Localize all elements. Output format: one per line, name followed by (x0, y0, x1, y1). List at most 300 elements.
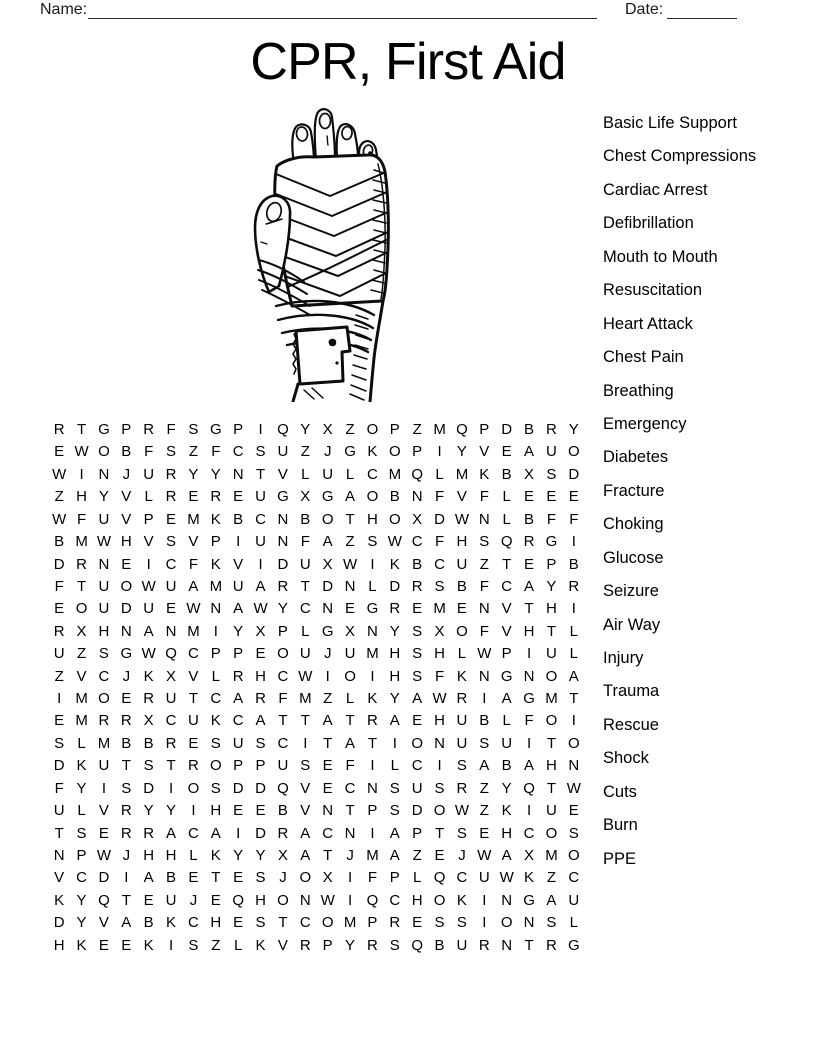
grid-letter: N (501, 891, 513, 909)
grid-letter: F (367, 869, 378, 887)
grid-letter: E (143, 891, 154, 909)
grid-letter: E (546, 488, 557, 506)
grid-letter: D (98, 869, 110, 887)
grid-letter: E (456, 600, 467, 618)
grid-letter: V (54, 869, 65, 887)
grid-letter: S (255, 869, 266, 887)
word-list (603, 107, 803, 876)
grid-letter: I (325, 667, 330, 685)
grid-letter: E (166, 510, 177, 528)
cuff-tape (296, 327, 350, 384)
grid-letter: S (479, 734, 490, 752)
grid-letter: X (166, 667, 177, 685)
grid-letter: U (98, 600, 110, 618)
grid-letter: I (526, 734, 532, 752)
grid-letter: C (411, 757, 423, 775)
grid-letter: Q (98, 891, 110, 909)
grid-letter: M (433, 421, 446, 438)
grid-letter: G (120, 645, 133, 663)
grid-letter: F (524, 712, 534, 730)
grid-letter: E (434, 847, 445, 865)
word-list-item: Injury (603, 649, 644, 667)
grid-letter: U (299, 555, 311, 573)
grid-letter: Q (500, 533, 513, 551)
grid-letter: K (210, 555, 221, 573)
grid-letter: V (501, 600, 512, 618)
grid-letter: D (53, 555, 65, 573)
grid-letter: Y (389, 622, 400, 640)
grid-letter: R (120, 802, 132, 820)
grid-letter: X (412, 510, 423, 528)
grid-letter: P (143, 510, 154, 528)
grid-letter: O (388, 443, 401, 461)
grid-letter: F (569, 510, 579, 528)
grid-letter: C (98, 667, 110, 685)
grid-letter: D (389, 577, 401, 595)
grid-letter: R (456, 779, 468, 797)
grid-letter: S (188, 936, 199, 954)
grid-letter: V (98, 914, 109, 932)
grid-letter: S (76, 824, 87, 842)
grid-letter: C (188, 645, 199, 663)
grid-letter: H (120, 533, 132, 551)
grid-letter: O (567, 734, 580, 752)
grid-letter: B (54, 533, 65, 551)
grid-letter: D (277, 555, 289, 573)
grid-letter: C (434, 555, 445, 573)
grid-letter: W (387, 533, 402, 551)
grid-letter: L (457, 645, 467, 663)
grid-letter: W (253, 600, 268, 618)
grid-letter: U (255, 488, 266, 506)
grid-letter: M (366, 645, 379, 663)
grid-letter: O (299, 869, 312, 887)
grid-letter: T (434, 824, 445, 842)
grid-letter: B (501, 465, 512, 483)
grid-letter: F (479, 577, 489, 595)
word-list-item: Emergency (603, 414, 687, 433)
grid-letter: V (76, 667, 87, 685)
grid-letter: S (412, 645, 423, 663)
grid-letter: C (232, 443, 244, 461)
grid-letter: M (97, 734, 111, 752)
grid-letter: D (255, 779, 266, 797)
grid-letter: F (54, 779, 64, 797)
grid-letter: Q (277, 421, 289, 438)
grid-letter: S (210, 779, 221, 797)
grid-letter: I (482, 690, 487, 708)
grid-letter: D (53, 757, 65, 775)
grid-letter: J (323, 645, 332, 663)
grid-letter: C (501, 577, 513, 595)
grid-letter: G (321, 622, 334, 640)
grid-letter: N (277, 533, 289, 551)
grid-letter: X (322, 555, 333, 573)
grid-letter: N (299, 891, 311, 909)
grid-letter: I (370, 555, 375, 573)
grid-letter: I (526, 802, 532, 820)
grid-letter: P (367, 802, 378, 820)
grid-letter: Y (389, 690, 400, 708)
grid-letter: R (546, 936, 557, 954)
grid-letter: S (456, 914, 467, 932)
grid-letter: R (98, 712, 110, 730)
grid-letter: R (411, 577, 423, 595)
grid-letter: N (120, 622, 132, 640)
grid-letter: N (501, 936, 513, 954)
grid-letter: E (121, 936, 132, 954)
grid-letter: R (546, 421, 557, 438)
grid-letter: U (501, 734, 513, 752)
grid-letter: S (367, 533, 378, 551)
grid-letter: Y (546, 577, 557, 595)
grid-letter: E (121, 690, 132, 708)
grid-letter: E (322, 779, 333, 797)
grid-letter: I (124, 869, 129, 887)
grid-letter: P (322, 936, 333, 954)
grid-letter: R (255, 690, 266, 708)
grid-letter: U (165, 891, 177, 909)
grid-letter: O (545, 712, 558, 730)
grid-letter: A (479, 757, 490, 775)
grid-letter: F (188, 555, 199, 573)
grid-letter: I (370, 824, 375, 842)
grid-letter: V (233, 555, 244, 573)
grid-letter: N (322, 802, 334, 820)
grid-letter: P (412, 443, 423, 461)
word-list-item: Heart Attack (603, 314, 693, 333)
grid-letter: U (143, 600, 155, 618)
grid-letter: O (344, 667, 356, 685)
grid-letter: H (456, 533, 468, 551)
grid-letter: G (523, 891, 535, 909)
grid-letter: Z (546, 869, 557, 887)
grid-letter: O (277, 891, 289, 909)
grid-letter: W (96, 533, 112, 551)
grid-letter: N (53, 847, 65, 865)
grid-letter: H (165, 847, 177, 865)
grid-letter: N (478, 510, 490, 528)
grid-letter: F (434, 488, 445, 506)
grid-letter: U (277, 443, 289, 461)
grid-letter: T (300, 712, 310, 730)
word-list-item: Glucose (603, 548, 664, 567)
grid-letter: S (456, 824, 467, 842)
grid-letter: J (122, 667, 131, 685)
grid-letter: R (120, 712, 132, 730)
grid-letter: F (144, 443, 154, 461)
grid-letter: R (76, 555, 87, 573)
grid-letter: A (255, 712, 266, 730)
grid-letter: X (300, 488, 311, 506)
grid-letter: K (479, 465, 490, 483)
grid-letter: A (300, 847, 311, 865)
grid-letter: B (277, 802, 288, 820)
grid-letter: Z (188, 443, 199, 461)
grid-letter: Z (54, 488, 64, 506)
grid-letter: A (524, 757, 535, 775)
grid-letter: L (345, 690, 355, 708)
grid-letter: A (188, 577, 199, 595)
word-list-item: Seizure (603, 582, 659, 601)
grid-letter: M (433, 600, 446, 618)
grid-letter: S (412, 667, 423, 685)
grid-letter: B (233, 510, 244, 528)
grid-letter: N (523, 914, 535, 932)
puzzle-title: CPR, First Aid (250, 33, 566, 91)
date-blank-line (667, 0, 737, 19)
grid-letter: A (322, 712, 333, 730)
grid-letter: D (143, 779, 155, 797)
grid-letter: U (165, 577, 177, 595)
grid-letter: B (121, 734, 132, 752)
grid-letter: G (567, 936, 580, 954)
grid-letter: O (456, 622, 468, 640)
grid-letter: P (233, 421, 244, 438)
grid-letter: P (76, 847, 87, 865)
grid-letter: R (165, 465, 177, 483)
grid-letter: B (568, 555, 579, 573)
grid-letter: I (437, 757, 442, 775)
grid-letter: N (478, 667, 490, 685)
grid-letter: W (477, 847, 492, 865)
grid-letter: I (370, 757, 375, 775)
grid-letter: X (322, 421, 333, 438)
grid-letter: H (501, 824, 513, 842)
grid-letter: G (344, 443, 356, 461)
grid-letter: L (502, 488, 511, 506)
grid-letter: T (524, 600, 534, 618)
grid-letter: S (300, 757, 311, 775)
grid-letter: B (166, 869, 177, 887)
grid-letter: R (367, 936, 378, 954)
grid-letter: W (432, 690, 447, 708)
grid-letter: K (210, 510, 221, 528)
grid-letter: I (347, 869, 353, 887)
grid-letter: O (277, 645, 289, 663)
grid-letter: O (545, 667, 558, 685)
grid-letter: S (389, 802, 400, 820)
grid-letter: C (188, 914, 199, 932)
grid-letter: K (367, 690, 378, 708)
grid-letter: M (187, 510, 200, 528)
grid-letter: V (456, 488, 467, 506)
grid-letter: P (210, 533, 221, 551)
grid-letter: W (141, 645, 156, 663)
word-list-item: Defibrillation (603, 214, 694, 233)
grid-letter: T (323, 847, 333, 865)
word-list-item: Choking (603, 515, 664, 534)
grid-letter: L (234, 936, 243, 954)
grid-letter: E (166, 600, 177, 618)
grid-letter: S (434, 577, 445, 595)
grid-letter: I (482, 914, 487, 932)
grid-letter: E (188, 734, 199, 752)
grid-letter: A (389, 847, 400, 865)
grid-letter: Z (479, 779, 489, 797)
grid-letter: L (77, 802, 86, 820)
grid-letter: H (523, 622, 535, 640)
grid-letter: U (411, 779, 423, 797)
grid-letter: C (277, 734, 289, 752)
grid-letter: M (455, 465, 469, 483)
grid-letter: T (211, 869, 221, 887)
grid-letter: N (367, 779, 378, 797)
grid-letter: L (502, 712, 511, 730)
grid-letter: N (478, 600, 490, 618)
word-list-item: Air Way (603, 615, 661, 634)
grid-letter: T (367, 734, 378, 752)
grid-letter: M (545, 847, 558, 865)
grid-letter: R (165, 734, 177, 752)
grid-letter: C (232, 712, 244, 730)
grid-letter: Z (412, 847, 422, 865)
grid-letter: E (54, 712, 65, 730)
grid-letter: P (277, 622, 288, 640)
grid-letter: A (389, 712, 400, 730)
grid-letter: K (76, 757, 87, 775)
grid-letter: U (143, 465, 155, 483)
grid-letter: D (434, 510, 445, 528)
grid-letter: V (143, 533, 154, 551)
grid-letter: E (255, 802, 266, 820)
grid-letter: S (546, 465, 557, 483)
grid-letter: Y (345, 936, 356, 954)
grid-letter: I (79, 465, 84, 483)
grid-letter: K (501, 802, 512, 820)
grid-letter: U (277, 757, 289, 775)
grid-letter: E (210, 891, 221, 909)
name-label: Name: (40, 1, 88, 18)
grid-letter: V (98, 802, 109, 820)
grid-letter: G (366, 600, 379, 618)
grid-letter: O (500, 914, 513, 932)
grid-letter: F (278, 690, 288, 708)
grid-letter: D (232, 779, 244, 797)
grid-letter: T (546, 622, 557, 640)
word-list-item: Burn (603, 816, 638, 835)
grid-letter: A (524, 577, 535, 595)
grid-letter: I (482, 891, 487, 909)
grid-letter: I (191, 802, 196, 820)
grid-letter: O (545, 824, 558, 842)
grid-letter: S (121, 779, 132, 797)
grid-letter: T (121, 891, 131, 909)
grid-letter: S (143, 757, 154, 775)
grid-letter: L (301, 465, 310, 483)
grid-letter: J (122, 847, 131, 865)
grid-letter: Y (501, 779, 512, 797)
grid-letter: B (479, 712, 490, 730)
grid-letter: U (456, 734, 468, 752)
grid-letter: J (346, 847, 354, 865)
grid-letter: P (367, 914, 378, 932)
grid-letter: W (186, 600, 201, 618)
grid-letter: K (456, 891, 467, 909)
grid-letter: B (456, 577, 467, 595)
grid-letter: G (500, 667, 513, 685)
grid-letter: Y (76, 779, 87, 797)
grid-letter: D (322, 577, 334, 595)
grid-letter: S (210, 734, 221, 752)
grid-letter: A (233, 600, 244, 618)
grid-letter: T (345, 712, 355, 730)
grid-letter: O (567, 847, 580, 865)
grid-letter: X (524, 847, 535, 865)
grid-letter: R (143, 421, 155, 438)
grid-letter: U (299, 645, 311, 663)
grid-letter: D (53, 914, 65, 932)
grid-letter: X (255, 622, 266, 640)
grid-letter: T (524, 936, 534, 954)
grid-letter: E (524, 555, 535, 573)
grid-letter: V (121, 510, 132, 528)
grid-letter: E (568, 802, 579, 820)
grid-letter: S (456, 757, 467, 775)
grid-letter: V (501, 622, 512, 640)
grid-letter: M (366, 847, 379, 865)
grid-letter: N (165, 622, 177, 640)
grid-letter: U (456, 555, 468, 573)
grid-letter: B (434, 936, 445, 954)
word-list-item: Diabetes (603, 448, 669, 467)
grid-letter: Q (523, 779, 535, 797)
grid-letter: E (524, 488, 535, 506)
grid-letter: M (343, 914, 357, 932)
grid-letter: R (232, 667, 244, 685)
grid-letter: V (121, 488, 132, 506)
grid-letter: U (568, 891, 580, 909)
grid-letter: Y (143, 802, 154, 820)
grid-letter: N (98, 465, 110, 483)
grid-letter: A (412, 690, 423, 708)
grid-letter: P (501, 645, 512, 663)
word-list-item: Chest Compressions (603, 147, 757, 166)
grid-letter: E (412, 712, 423, 730)
grid-letter: E (412, 914, 423, 932)
grid-letter: L (390, 757, 399, 775)
grid-letter: N (523, 667, 535, 685)
grid-letter: K (210, 847, 221, 865)
grid-letter: G (545, 533, 558, 551)
grid-letter: I (236, 533, 241, 551)
grid-letter: I (101, 779, 107, 797)
grid-letter: O (187, 779, 200, 797)
grid-letter: U (478, 869, 490, 887)
grid-letter: W (454, 802, 470, 820)
grid-letter: F (76, 510, 87, 528)
grid-letter: A (546, 891, 557, 909)
grid-letter: U (456, 936, 468, 954)
grid-letter: Q (433, 869, 446, 887)
cuff-edge (293, 334, 296, 374)
grid-letter: Y (255, 847, 266, 865)
grid-letter: C (568, 869, 580, 887)
grid-letter: H (143, 847, 155, 865)
grid-letter: C (165, 712, 177, 730)
grid-letter: H (546, 757, 557, 775)
grid-letter: G (98, 421, 110, 438)
grid-letter: U (98, 757, 110, 775)
tape-blob (329, 339, 337, 346)
grid-letter: M (545, 690, 558, 708)
grid-letter: I (213, 622, 218, 640)
grid-letter: X (322, 869, 333, 887)
grid-letter: A (143, 869, 154, 887)
grid-letter: I (571, 533, 576, 551)
grid-letter: T (300, 577, 310, 595)
grid-letter: H (546, 600, 557, 618)
